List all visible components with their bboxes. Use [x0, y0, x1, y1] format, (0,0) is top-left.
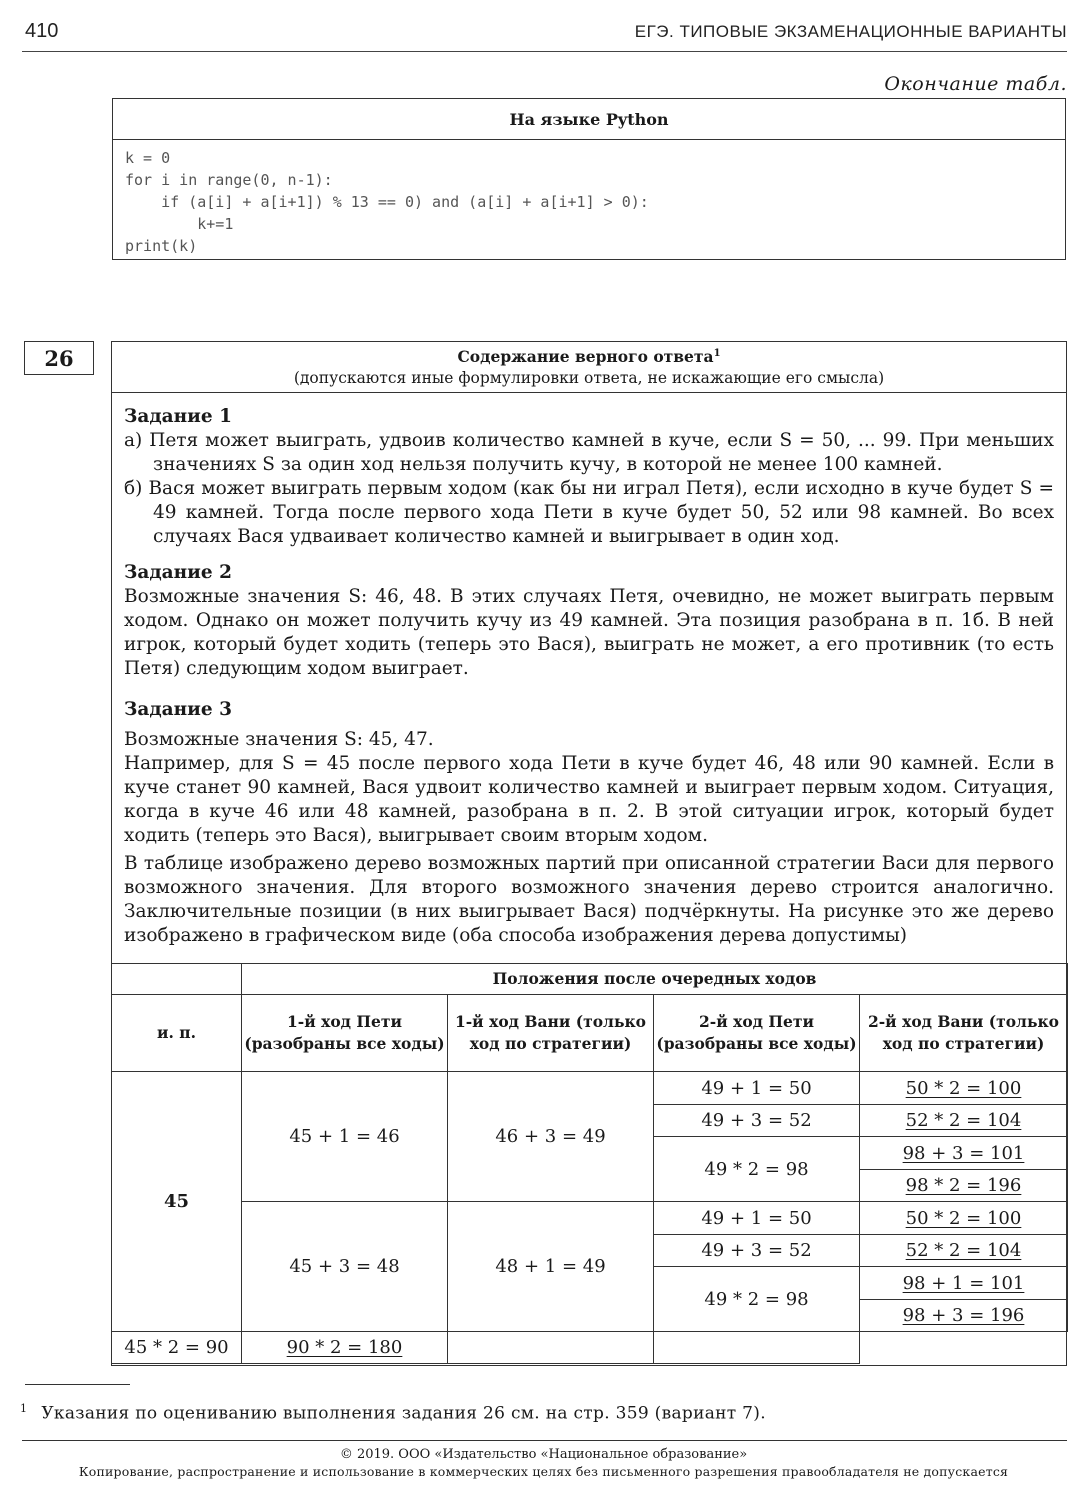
table-continuation-note: Окончание табл.	[884, 73, 1067, 95]
vanya-move-1-b: 48 + 1 = 49	[448, 1202, 654, 1332]
col-petya-move-2: 2-й ход Пети (разобраны все ходы)	[654, 995, 860, 1072]
vanya-move-2-a3a: 98 + 3 = 101	[860, 1137, 1068, 1170]
python-code: k = 0 for i in range(0, n-1): if (a[i] + a[i+1]) % 13 == 0) and (a[i] + a[i+1] > 0): k+=1 print(k)	[125, 149, 649, 255]
copyright-notice: Копирование, распространение и использование в коммерческих целях без письменного разрешения правообладателя не допускается	[78, 1464, 1009, 1479]
corner-cell	[112, 964, 242, 995]
petya-move-2-b1: 49 + 1 = 50	[654, 1202, 860, 1235]
task-1-heading: Задание 1	[124, 406, 232, 427]
petya-move-2-b2: 49 + 3 = 52	[654, 1235, 860, 1267]
task-1-item-a: а) Петя может выиграть, удвоив количество камней в куче, если S = 50, ... 99. При меньших значениях S за один ход нельзя получить кучу, в которой не менее 100 камней.	[124, 430, 1054, 475]
footnote	[20, 1402, 766, 1424]
header-group: Положения после очередных ходов	[242, 964, 1068, 995]
vanya-move-1-c: 90 * 2 = 180	[242, 1332, 448, 1364]
running-head: ЕГЭ. ТИПОВЫЕ ЭКЗАМЕНАЦИОННЫЕ ВАРИАНТЫ	[634, 22, 1067, 41]
vanya-move-2-b3a: 98 + 1 = 101	[860, 1267, 1068, 1300]
task-3-tree-text: В таблице изображено дерево возможных партий при описанной стратегии Васи для первого возможного значения. Для второго возможного значения дерево строится аналогично. Заключительные позиции (в них выигрывает Вася) подчёркнуты. На рисунке это же дерево изображено в графическом виде (оба способа изображения дерева допустимы)	[124, 853, 1054, 946]
petya-move-1-b: 45 + 3 = 48	[242, 1202, 448, 1332]
vanya-move-1-a: 46 + 3 = 49	[448, 1072, 654, 1202]
col-vanya-move-1: 1-й ход Вани (только ход по стратегии)	[448, 995, 654, 1072]
empty-cell	[654, 1332, 860, 1364]
vanya-move-2-a3b: 98 * 2 = 196	[860, 1170, 1068, 1202]
task-2-heading: Задание 2	[124, 562, 232, 583]
answer-header	[112, 342, 1066, 393]
footer-rule	[22, 1440, 1067, 1441]
petya-move-1-a: 45 + 1 = 46	[242, 1072, 448, 1202]
task-2-section	[124, 561, 1054, 681]
game-tree-table	[111, 963, 1068, 1364]
vanya-move-2-b1: 50 * 2 = 100	[860, 1202, 1068, 1235]
task-number: 26	[24, 341, 94, 375]
petya-move-2-a1: 49 + 1 = 50	[654, 1072, 860, 1105]
page-number: 410	[25, 20, 59, 42]
task-2-text: Возможные значения S: 46, 48. В этих случаях Петя, очевидно, не может выиграть первым ходом. Однако он может получить кучу из 49 камней. Эта позиция разобрана в п. 1б. В ней игрок, который будет ходить (теперь это Вася), выиграть не может, а его противник (то есть Петя) следующим ходом выиграет.	[124, 586, 1054, 679]
col-vanya-move-2: 2-й ход Вани (только ход по стратегии)	[860, 995, 1068, 1072]
petya-move-1-c: 45 * 2 = 90	[112, 1332, 242, 1364]
task-3-section	[124, 698, 1054, 948]
answer-box	[111, 341, 1067, 1366]
petya-move-2-a3: 49 * 2 = 98	[654, 1137, 860, 1202]
copyright: © 2019. ООО «Издательство «Национальное образование»	[339, 1447, 748, 1462]
answer-subtitle: (допускаются иные формулировки ответа, не искажающие его смысла)	[293, 369, 885, 387]
vanya-move-2-a1: 50 * 2 = 100	[860, 1072, 1068, 1105]
task-1-section	[124, 405, 1054, 549]
vanya-move-2-b3b: 98 + 3 = 196	[860, 1300, 1068, 1332]
python-box-title: На языке Python	[113, 99, 1065, 140]
empty-cell	[448, 1332, 654, 1364]
petya-move-2-b3: 49 * 2 = 98	[654, 1267, 860, 1332]
footnote-mark: 1	[20, 1402, 28, 1415]
vanya-move-2-b2: 52 * 2 = 104	[860, 1235, 1068, 1267]
col-initial-position: и. п.	[112, 995, 242, 1072]
task-3-example: Например, для S = 45 после первого хода Пети в куче будет 46, 48 или 90 камней. Если в куче станет 90 камней, Вася удвоит количество камней и выиграет первым ходом. Ситуация, когда в куче 46 или 48 камней, разобрана в п. 2. В этой ситуации игрок, который будет ходить (теперь это Вася), выигрывает своим вторым ходом.	[124, 753, 1054, 846]
petya-move-2-a2: 49 + 3 = 52	[654, 1105, 860, 1137]
footnote-text: Указания по оцениванию выполнения задания 26 см. на стр. 359 (вариант 7).	[41, 1403, 766, 1424]
header-rule	[22, 51, 1067, 52]
task-1-item-b: б) Вася может выиграть первым ходом (как бы ни играл Петя), если исходно в куче будет S = 49 камней. Тогда после первого хода Пети в куче будет 50, 52 или 98 камней. Во всех случаях Вася удваивает количество камней и выигрывает в один ход.	[124, 478, 1054, 547]
task-3-heading: Задание 3	[124, 699, 232, 720]
python-code-box	[112, 98, 1066, 260]
col-petya-move-1: 1-й ход Пети (разобраны все ходы)	[242, 995, 448, 1072]
answer-title: Содержание верного ответа$^1$	[457, 347, 721, 366]
footnote-ref: 1	[713, 347, 721, 359]
footnote-rule	[25, 1384, 130, 1385]
vanya-move-2-a2: 52 * 2 = 104	[860, 1105, 1068, 1137]
initial-value: 45	[112, 1072, 242, 1332]
task-3-values: Возможные значения S: 45, 47.	[124, 729, 434, 750]
